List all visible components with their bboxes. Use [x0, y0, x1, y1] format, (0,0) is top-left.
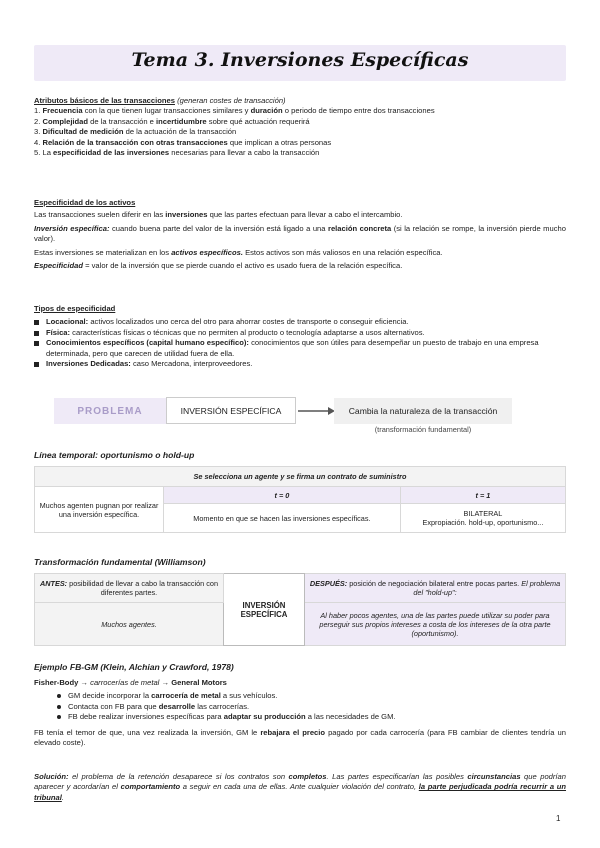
list-item: Conocimientos específicos (capital humano específico): conocimientos que son útiles para desempeñar un puesto de trabajo en una empresa determinada, pero que carecen de utilidad fuera de ella. [34, 338, 566, 359]
page-title: Tema 3. Inversiones Específicas [131, 49, 469, 71]
list-item: Locacional: activos localizados uno cerca del otro para ahorrar costes de transporte o conseguir eficiencia. [34, 317, 566, 327]
despues-cell: DESPUÉS: posición de negociación bilateral entre pocas partes. El problema del "hold-up": [305, 574, 566, 603]
atributos-list [34, 106, 574, 158]
especificidad-p2: Inversión específica: cuando buena parte del valor de la inversión está ligado a una relación concreta (si la relación se rompe, la inversión pierde mucho valor). [34, 223, 566, 244]
transformacion-table [34, 573, 566, 646]
t1-desc-cell [400, 504, 565, 533]
especificidad-heading: Especificidad de los activos [34, 198, 136, 207]
solucion-paragraph: Solución: el problema de la retención desaparece si los contratos son completos. Las partes especificarían las posibles circunstancias que podrían aparecer y acordarían el comportamiento a seguir en cada una de ellas. Ante cualquier violación del contrato, la parte perjudicada podría recurrir a un tribunal. [34, 772, 567, 802]
list-item: 3. Dificultad de medición de la actuación de la transacción [34, 127, 237, 137]
list-item: 2. Complejidad de la transacción e incertidumbre sobre qué actuación requerirá [34, 116, 310, 126]
list-item: Física: características físicas o técnicas que no permiten al producto o tecnología adaptarse a usos alternativos. [34, 328, 566, 338]
ejemplo-section [34, 678, 566, 748]
list-item: 4. Relación de la transacción con otras transacciones que implican a otras personas [34, 137, 332, 147]
linea-left-cell: Muchos agenten pugnan por realizar una inversión específica. [35, 487, 164, 533]
list-item: GM decide incorporar la carrocería de metal a sus vehículos. [54, 691, 566, 701]
atributos-note: (generan costes de transacción) [177, 96, 286, 105]
ejemplo-list [54, 691, 566, 722]
transformacion-label: (transformación fundamental) [374, 425, 472, 434]
list-item: Contacta con FB para que desarrolle las carrocerías. [54, 702, 566, 712]
transformacion-center: INVERSIÓN ESPECÍFICA [224, 574, 305, 646]
linea-heading: Línea temporal: oportunismo o hold-up [34, 450, 195, 460]
tipos-section [34, 304, 566, 369]
especificidad-p1: Las transacciones suelen diferir en las inversiones que las partes efectuan para llevar a cabo el intercambio. [34, 210, 403, 220]
list-item: 5. La especificidad de las inversiones necesarias para llevar a cabo la transacción [34, 148, 320, 158]
ejemplo-heading: Ejemplo FB-GM (Klein, Alchian y Crawford, 1978) [34, 662, 234, 672]
despues-2-cell: Al haber pocos agentes, una de las partes puede utilizar su poder para perseguir sus propios intereses a costa de los intereses de la otra parte (oportunismo). [305, 603, 566, 646]
atributos-heading: Atributos básicos de las transacciones [34, 96, 175, 105]
page-number: 1 [556, 814, 561, 823]
t0-desc-cell: Momento en que se hacen las inversiones específicas. [164, 504, 401, 533]
atributos-section [34, 96, 574, 158]
especificidad-p3: Estas inversiones se materializan en los activos específicos. Estos activos son más valiosos en una relación específica. [34, 247, 443, 257]
tipos-heading: Tipos de especificidad [34, 304, 116, 313]
problema-label: PROBLEMA [77, 405, 143, 417]
antes-cell: ANTES: posibilidad de llevar a cabo la transacción con diferentes partes. [35, 574, 224, 603]
problema-box [54, 398, 166, 424]
t1-cell: t = 1 [400, 487, 565, 504]
list-item: Inversiones Dedicadas: caso Mercadona, interproveedores. [34, 359, 566, 369]
ejemplo-line: Fisher-Body → carrocerías de metal → General Motors [34, 678, 227, 687]
linea-table-header: Se selecciona un agente y se firma un contrato de suministro [35, 467, 566, 487]
inversion-box [166, 397, 296, 424]
t0-cell: t = 0 [164, 487, 401, 504]
antes-2-cell: Muchos agentes. [35, 603, 224, 646]
transformacion-heading: Transformación fundamental (Williamson) [34, 557, 206, 567]
linea-table [34, 466, 566, 533]
list-item: FB debe realizar inversiones específicas para adaptar su producción a las necesidades de GM. [54, 712, 566, 722]
cambia-box [334, 398, 512, 424]
list-item: 1. Frecuencia con la que tienen lugar transacciones similares y duración o periodo de tiempo entre dos transacciones [34, 106, 435, 116]
ejemplo-paragraph: FB tenía el temor de que, una vez realizada la inversión, GM le rebajara el precio pagado por cada carrocería (para FB cambiar de clientes tendría un elevado coste). [34, 727, 566, 748]
tipos-list [34, 317, 566, 369]
inversion-label: INVERSIÓN ESPECÍFICA [180, 405, 282, 416]
t1-title: BILATERAL [463, 509, 503, 518]
t1-desc: Expropiación. hold-up, oportunismo... [422, 518, 544, 527]
cambia-label: Cambia la naturaleza de la transacción [348, 406, 498, 416]
arrow-right-icon [298, 404, 336, 418]
especificidad-section [34, 198, 566, 271]
especificidad-p4: Especificidad = valor de la inversión que se pierde cuando el activo es usado fuera de la relación específica. [34, 261, 403, 271]
